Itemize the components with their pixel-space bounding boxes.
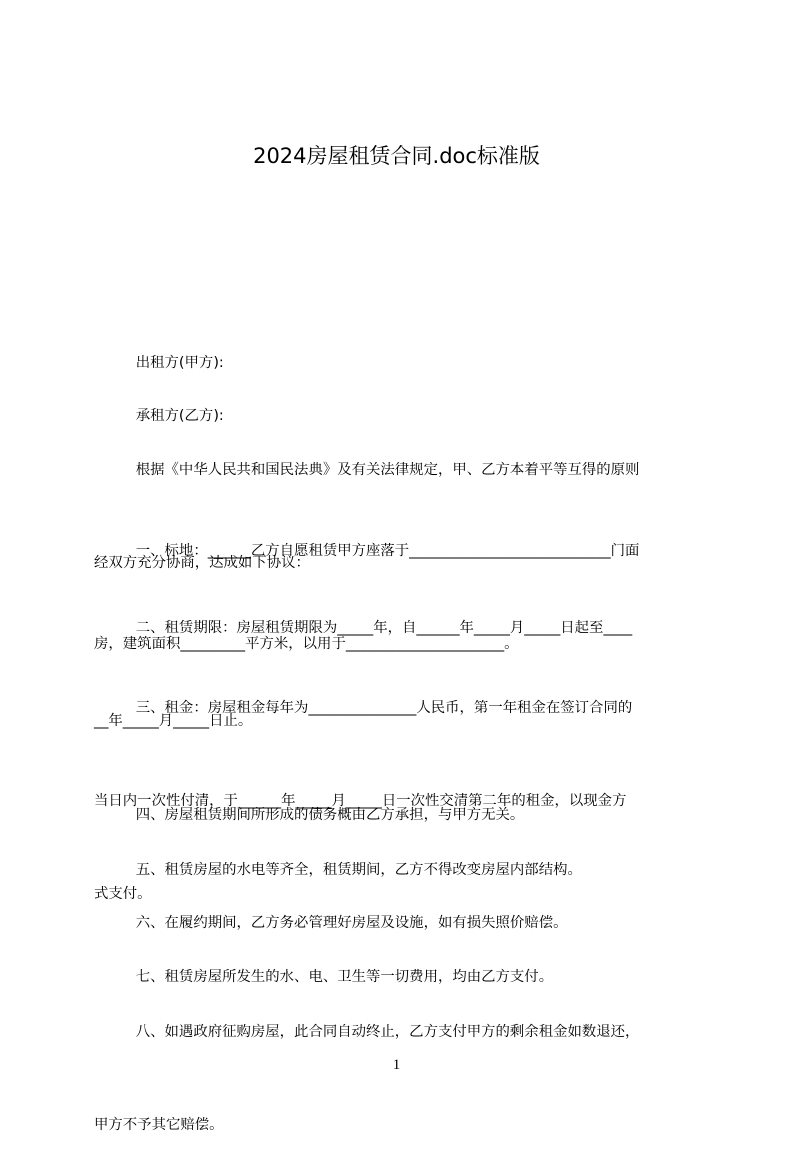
- document-title: 2024房屋租赁合同.doc标准版: [253, 144, 540, 168]
- paragraph-line: 房，建筑面积_________平方米，以用于______________________。: [94, 636, 519, 652]
- page-number: 1: [392, 1057, 401, 1073]
- paragraph-line: 四、房屋租赁期间所形成的债务概由乙方承担，与甲方无关。: [135, 807, 525, 823]
- paragraph-line: 六、在履约期间，乙方务必管理好房屋及设施，如有损失照价赔偿。: [135, 915, 568, 931]
- paragraph-line: 承租方(乙方):: [135, 408, 224, 424]
- paragraph-line: 甲方不予其它赔偿。: [94, 1117, 224, 1133]
- paragraph-line: 一、标地：______乙方自愿租赁甲方座落于____________________________门面: [135, 543, 640, 559]
- paragraph-line: 当日内一次性付清，于______年_____月_____日一次性交清第二年的租金，以现金方: [94, 793, 627, 809]
- paragraph-line: 七、租赁房屋所发生的水、电、卫生等一切费用，均由乙方支付。: [135, 969, 554, 985]
- paragraph-line: 经双方充分协商，达成如下协议：: [94, 555, 310, 571]
- paragraph-line: 五、租赁房屋的水电等齐全，租赁期间，乙方不得改变房屋内部结构。: [135, 862, 582, 878]
- paragraph-line: __年_____月_____日止。: [94, 713, 253, 729]
- paragraph-line: 三、租金：房屋租金每年为_______________人民币，第一年租金在签订合同的: [135, 700, 633, 716]
- paragraph-line: 二、租赁期限：房屋租赁期限为_____年，自______年_____月_____日起至____: [135, 620, 633, 636]
- paragraph-line: 出租方(甲方):: [135, 355, 224, 371]
- paragraph-line: 式支付。: [94, 886, 152, 902]
- paragraph-line: 根据《中华人民共和国民法典》及有关法律规定，甲、乙方本着平等互得的原则: [135, 462, 640, 478]
- paragraph-line: 八、如遇政府征购房屋，此合同自动终止，乙方支付甲方的剩余租金如数退还，: [135, 1024, 640, 1040]
